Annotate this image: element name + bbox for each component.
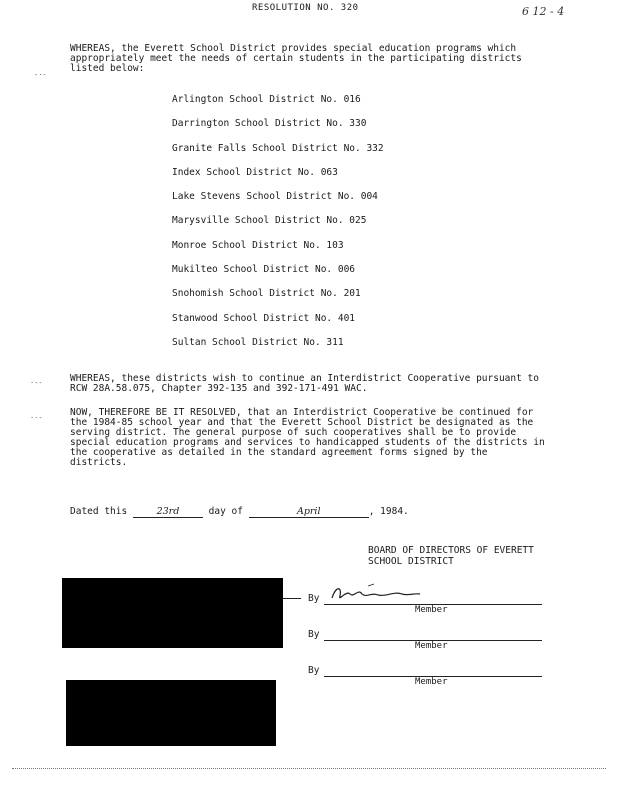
handwritten-signature	[328, 582, 428, 604]
bottom-scan-edge	[12, 768, 606, 769]
board-heading	[368, 545, 534, 568]
scan-mark: ·--	[30, 414, 43, 422]
district-item: Granite Falls School District No. 332	[172, 143, 384, 154]
scan-mark: ·--	[30, 379, 43, 387]
district-item: Snohomish School District No. 201	[172, 288, 361, 299]
by-label: By	[308, 665, 320, 676]
scan-mark: -·-	[34, 71, 47, 79]
by-label: By	[308, 629, 320, 640]
district-item: Sultan School District No. 311	[172, 337, 344, 348]
district-item: Arlington School District No. 016	[172, 94, 361, 105]
member-label: Member	[415, 605, 448, 615]
paragraph-resolved: NOW, THEREFORE BE IT RESOLVED, that an Interdistrict Cooperative be continued for the 1984-85 school year and that the Everett School District be designated as the serving district. The general purpose of such cooperatives shall be to provide special education programs and services to handicapped students of the districts in the cooperative as detailed in the standard agreement forms signed by the districts.	[70, 407, 545, 468]
district-item: Mukilteo School District No. 006	[172, 264, 356, 275]
district-item: Marysville School District No. 025	[172, 215, 367, 226]
signature-line-stub	[283, 598, 301, 599]
paragraph-whereas-1: WHEREAS, the Everett School District provides special education programs which appropriately meet the needs of certain students in the participating districts listed below:	[70, 43, 522, 74]
paragraph-whereas-2: WHEREAS, these districts wish to continue an Interdistrict Cooperative pursuant to RCW 28A.58.075, Chapter 392-135 and 392-171-491 WAC.	[70, 373, 539, 394]
redaction-block	[62, 578, 283, 648]
by-label: By	[308, 593, 320, 604]
board-line-2: SCHOOL DISTRICT	[368, 556, 454, 568]
dated-line	[70, 507, 409, 518]
dated-middle: day of	[208, 506, 243, 517]
member-label: Member	[415, 677, 448, 687]
district-item: Lake Stevens School District No. 004	[172, 191, 378, 202]
district-item: Darrington School District No. 330	[172, 118, 367, 129]
member-label: Member	[415, 641, 448, 651]
dated-month-field: April	[249, 507, 369, 518]
district-item: Monroe School District No. 103	[172, 240, 344, 251]
district-item: Index School District No. 063	[172, 167, 338, 178]
dated-suffix: , 1984.	[368, 506, 409, 517]
dated-day-field: 23rd	[133, 507, 203, 518]
redaction-block	[66, 680, 276, 746]
document-number: 6 12 - 4	[522, 5, 565, 18]
board-line-1: BOARD OF DIRECTORS OF EVERETT	[368, 545, 534, 556]
dated-prefix: Dated this	[70, 506, 128, 517]
resolution-title: RESOLUTION NO. 320	[252, 3, 359, 13]
district-item: Stanwood School District No. 401	[172, 313, 356, 324]
